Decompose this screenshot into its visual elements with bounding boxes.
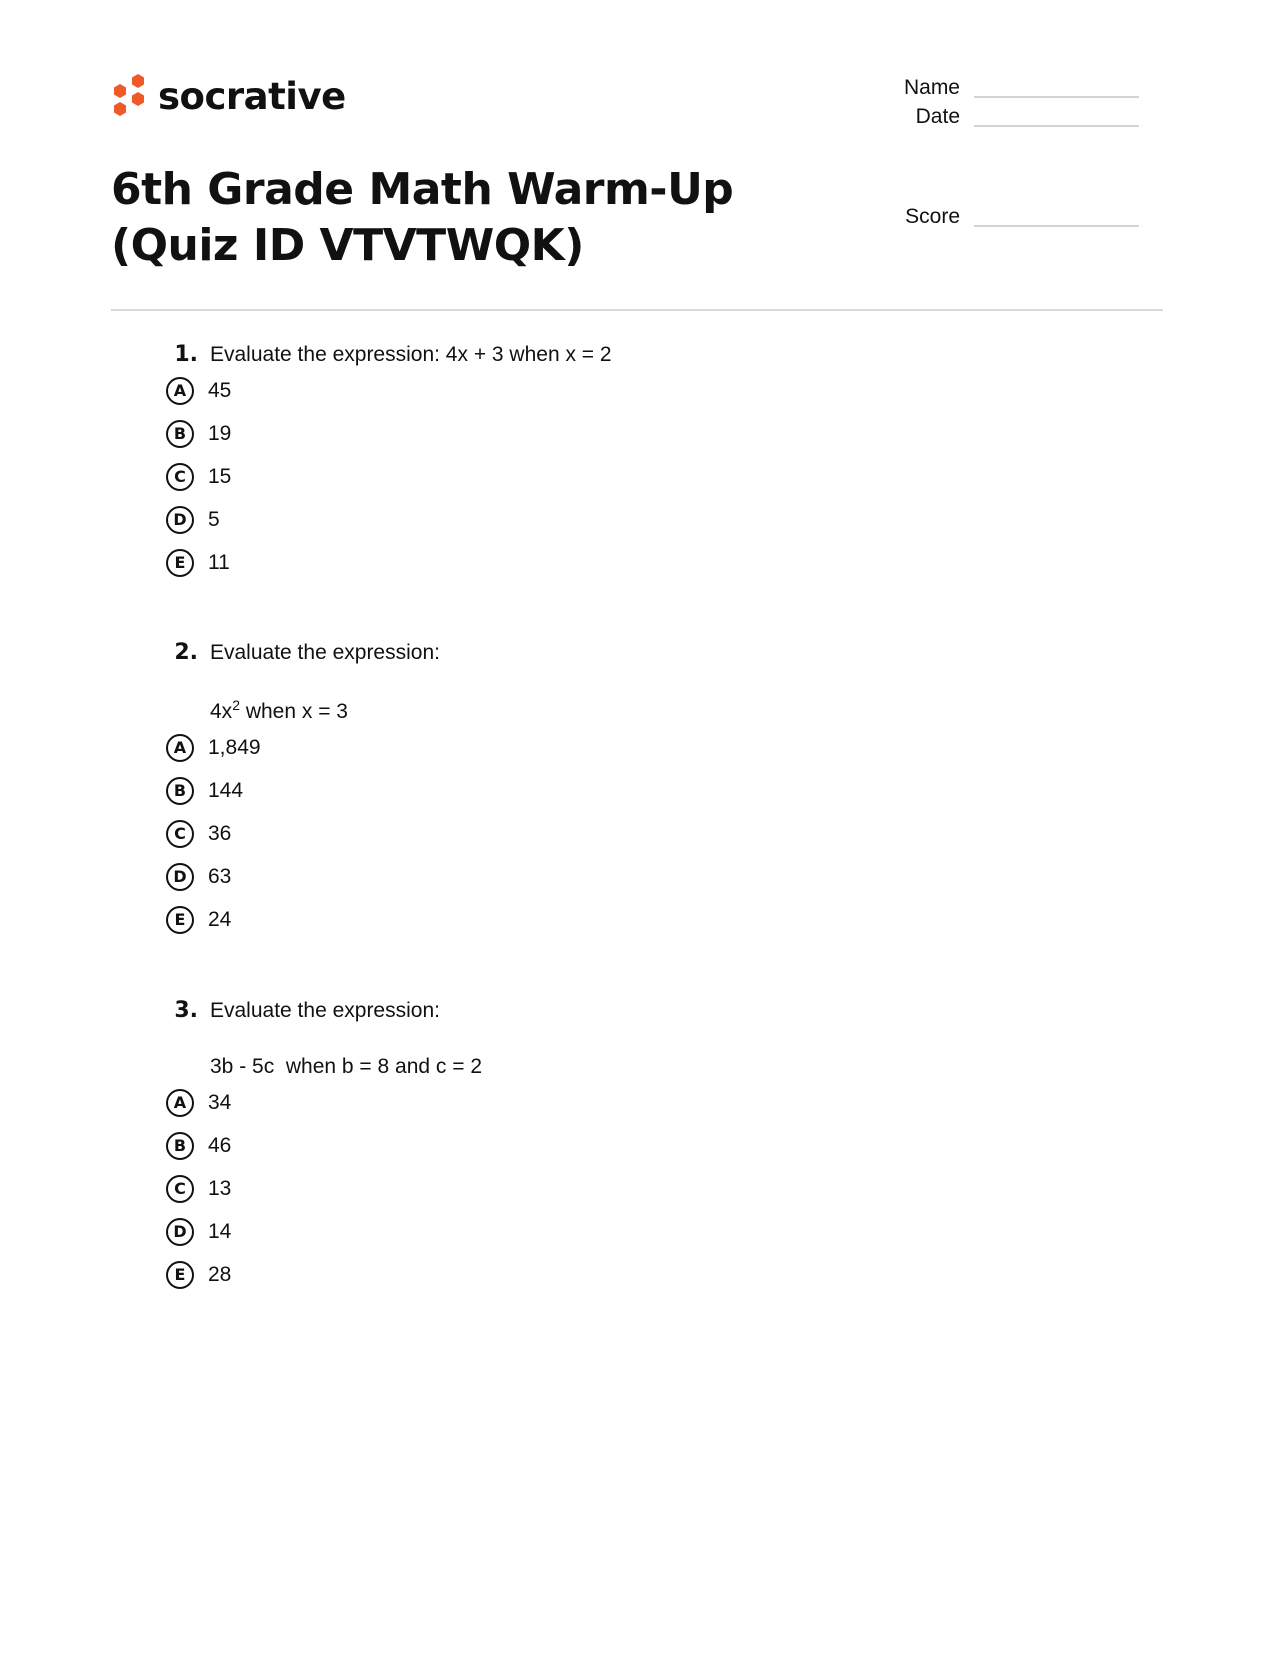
question-number: 1. <box>174 342 198 367</box>
question-1 <box>160 342 612 584</box>
bubble-e[interactable]: E <box>166 1261 194 1289</box>
name-field[interactable] <box>840 76 1139 100</box>
option-text: 15 <box>208 464 232 488</box>
date-label: Date <box>915 105 960 128</box>
question-number: 2. <box>174 640 198 665</box>
option-d[interactable] <box>160 855 440 898</box>
option-text: 14 <box>208 1219 232 1243</box>
bubble-e[interactable]: E <box>166 906 194 934</box>
option-d[interactable] <box>160 498 612 541</box>
question-expression: $4x^2$ when x = 3 <box>210 697 348 723</box>
bubble-b[interactable]: B <box>166 420 194 448</box>
bubble-a[interactable]: A <box>166 734 194 762</box>
bubble-c[interactable]: C <box>166 820 194 848</box>
bubble-d[interactable]: D <box>166 1218 194 1246</box>
bubble-a[interactable]: A <box>166 377 194 405</box>
option-b[interactable] <box>160 769 440 812</box>
option-text: 36 <box>208 821 232 845</box>
option-b[interactable] <box>160 412 612 455</box>
bubble-b[interactable]: B <box>166 777 194 805</box>
option-text: 11 <box>208 550 230 574</box>
bubble-c[interactable]: C <box>166 1175 194 1203</box>
score-field[interactable] <box>840 205 1139 229</box>
option-text: 1,849 <box>208 735 261 759</box>
option-text: 34 <box>208 1090 232 1114</box>
option-text: 24 <box>208 907 232 931</box>
option-text: 45 <box>208 378 232 402</box>
bubble-c[interactable]: C <box>166 463 194 491</box>
question-3 <box>160 998 482 1296</box>
question-number: 3. <box>174 998 198 1023</box>
question-text: Evaluate the expression: 4x + 3 when x = 2 <box>210 343 612 366</box>
option-text: 19 <box>208 421 232 445</box>
date-field[interactable] <box>840 105 1139 129</box>
score-line[interactable] <box>974 224 1139 227</box>
bubble-b[interactable]: B <box>166 1132 194 1160</box>
option-e[interactable] <box>160 541 612 584</box>
option-d[interactable] <box>160 1210 482 1253</box>
option-a[interactable] <box>160 726 440 769</box>
option-a[interactable] <box>160 369 612 412</box>
bubble-d[interactable]: D <box>166 863 194 891</box>
option-c[interactable] <box>160 812 440 855</box>
option-c[interactable] <box>160 455 612 498</box>
option-text: 13 <box>208 1176 232 1200</box>
option-c[interactable] <box>160 1167 482 1210</box>
question-2 <box>160 640 440 941</box>
page-title: 6th Grade Math Warm-Up (Quiz ID VTVTWQK) <box>111 164 734 271</box>
socrative-logo <box>110 72 346 120</box>
bubble-a[interactable]: A <box>166 1089 194 1117</box>
option-e[interactable] <box>160 1253 482 1296</box>
bubble-d[interactable]: D <box>166 506 194 534</box>
question-text: Evaluate the expression: <box>210 999 440 1022</box>
option-e[interactable] <box>160 898 440 941</box>
option-text: 46 <box>208 1133 232 1157</box>
question-text: Evaluate the expression: <box>210 641 440 664</box>
name-line[interactable] <box>974 95 1139 98</box>
option-text: 63 <box>208 864 232 888</box>
score-label: Score <box>905 205 960 228</box>
option-a[interactable] <box>160 1081 482 1124</box>
option-text: 5 <box>208 507 220 531</box>
option-text: 144 <box>208 778 244 802</box>
bubble-e[interactable]: E <box>166 549 194 577</box>
header-divider <box>111 309 1163 311</box>
question-expression: 3b - 5c when b = 8 and c = 2 <box>210 1055 483 1078</box>
option-b[interactable] <box>160 1124 482 1167</box>
name-label: Name <box>903 76 960 99</box>
brand-name: socrative <box>158 74 346 118</box>
hexagon-logo-icon <box>110 72 150 120</box>
option-text: 28 <box>208 1262 232 1286</box>
date-line[interactable] <box>974 124 1139 127</box>
